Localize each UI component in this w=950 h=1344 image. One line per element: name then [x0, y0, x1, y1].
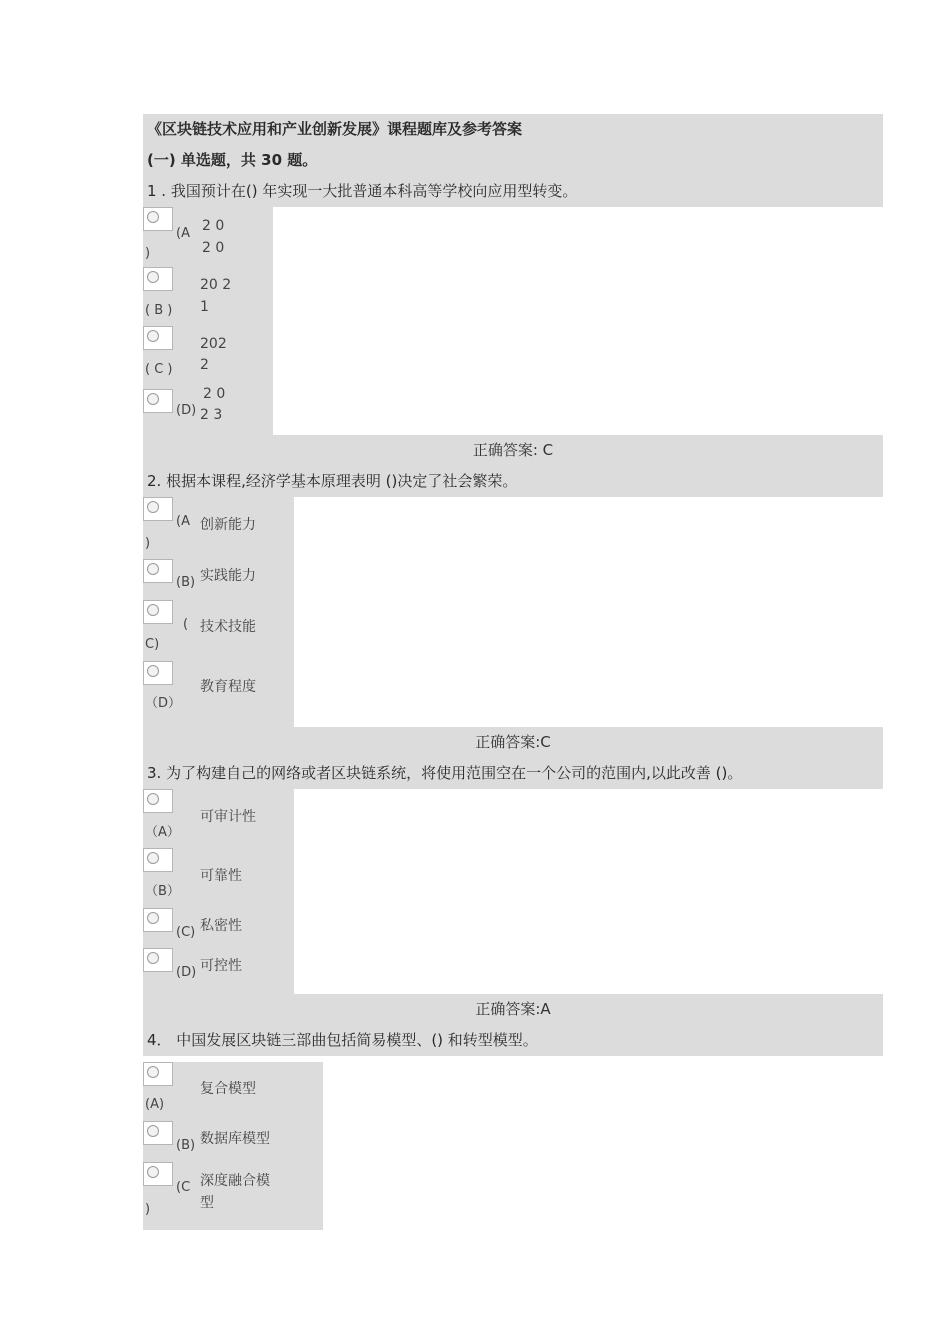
document-title: 《区块链技术应用和产业创新发展》课程题库及参考答案 [143, 114, 883, 145]
radio-button[interactable] [143, 661, 173, 685]
option-text: 可控性 [200, 958, 242, 974]
radio-button[interactable] [143, 559, 173, 583]
radio-button[interactable] [143, 497, 173, 521]
option-c[interactable] [143, 1162, 323, 1230]
option-text-cont: 1 [200, 299, 209, 315]
correct-answer: 正确答案: C [143, 435, 883, 466]
correct-answer: 正确答案:A [143, 994, 883, 1025]
option-letter-cont: ) [145, 1202, 151, 1217]
option-d[interactable] [143, 948, 294, 994]
radio-button[interactable] [143, 1162, 173, 1186]
option-b[interactable] [143, 849, 294, 907]
radio-button[interactable] [143, 1121, 173, 1145]
option-text: 202 [200, 336, 227, 352]
option-letter: （A） [145, 825, 180, 840]
option-letter: ( [183, 617, 189, 632]
option-letter: (A [176, 226, 190, 241]
option-letter: (B) [176, 1138, 196, 1153]
option-text: 创新能力 [200, 517, 256, 533]
option-letter: （B） [145, 884, 180, 899]
option-text: 深度融合模 [200, 1173, 270, 1189]
option-letter: ( B ) [145, 303, 173, 318]
option-c[interactable] [143, 327, 273, 387]
question-2-text: 2. 根据本课程,经济学基本原理表明 ()决定了社会繁荣。 [143, 466, 883, 497]
option-d[interactable] [143, 659, 294, 727]
option-text: 2 0 [203, 386, 226, 402]
option-text-cont: 2 3 [200, 407, 223, 423]
option-text: 2 0 [202, 218, 225, 234]
option-text: 技术技能 [200, 619, 256, 635]
option-letter: (B) [176, 575, 196, 590]
option-letter-cont: ) [145, 246, 151, 261]
question-1-options [143, 207, 273, 435]
radio-button[interactable] [143, 948, 173, 972]
option-a[interactable] [143, 1062, 323, 1120]
option-a[interactable] [143, 207, 273, 267]
option-letter: ( C ) [145, 362, 173, 377]
option-text: 复合模型 [200, 1081, 256, 1097]
option-text-cont: 型 [200, 1195, 214, 1211]
question-4-text: 4． 中国发展区块链三部曲包括简易模型、() 和转型模型。 [143, 1025, 883, 1056]
option-a[interactable] [143, 497, 294, 557]
option-b[interactable] [143, 1121, 323, 1161]
option-text-cont: 2 0 [202, 240, 225, 256]
radio-button[interactable] [143, 600, 173, 624]
option-c[interactable] [143, 599, 294, 659]
radio-button[interactable] [143, 207, 173, 231]
option-c[interactable] [143, 908, 294, 948]
radio-button[interactable] [143, 326, 173, 350]
option-text: 实践能力 [200, 568, 256, 584]
option-b[interactable] [143, 559, 294, 599]
option-letter: (C) [176, 925, 196, 940]
correct-answer: 正确答案:C [143, 727, 883, 758]
option-text: 教育程度 [200, 679, 256, 695]
option-letter: （D） [145, 696, 182, 711]
option-letter: (A [176, 514, 190, 529]
option-text-cont: 2 [200, 357, 209, 373]
option-text: 可审计性 [200, 809, 256, 825]
option-letter-cont: ) [145, 536, 151, 551]
radio-button[interactable] [143, 1062, 173, 1086]
radio-button[interactable] [143, 789, 173, 813]
question-2-options [143, 497, 294, 727]
question-4-options [143, 1062, 323, 1230]
option-a[interactable] [143, 789, 294, 849]
option-letter: (D) [176, 965, 197, 980]
option-b[interactable] [143, 267, 273, 327]
option-letter: (C [176, 1180, 191, 1195]
option-letter-cont: C) [145, 637, 160, 652]
option-text: 20 2 [200, 277, 232, 293]
option-text: 数据库模型 [200, 1131, 270, 1147]
radio-button[interactable] [143, 908, 173, 932]
document-page [143, 114, 883, 1230]
option-text: 可靠性 [200, 868, 242, 884]
option-letter: (D) [176, 403, 197, 418]
question-3-text: 3. 为了构建自己的网络或者区块链系统，将使用范围空在一个公司的范围内,以此改善 ()。 [143, 758, 883, 789]
question-1-text: 1 . 我国预计在() 年实现一大批普通本科高等学校向应用型转变。 [143, 176, 883, 207]
radio-button[interactable] [143, 848, 173, 872]
question-3-options [143, 789, 294, 994]
option-d[interactable] [143, 387, 273, 435]
option-text: 私密性 [200, 918, 242, 934]
radio-button[interactable] [143, 267, 173, 291]
section-heading: (一) 单选题，共 30 题。 [143, 145, 883, 176]
radio-button[interactable] [143, 389, 173, 413]
option-letter: (A) [145, 1097, 165, 1112]
